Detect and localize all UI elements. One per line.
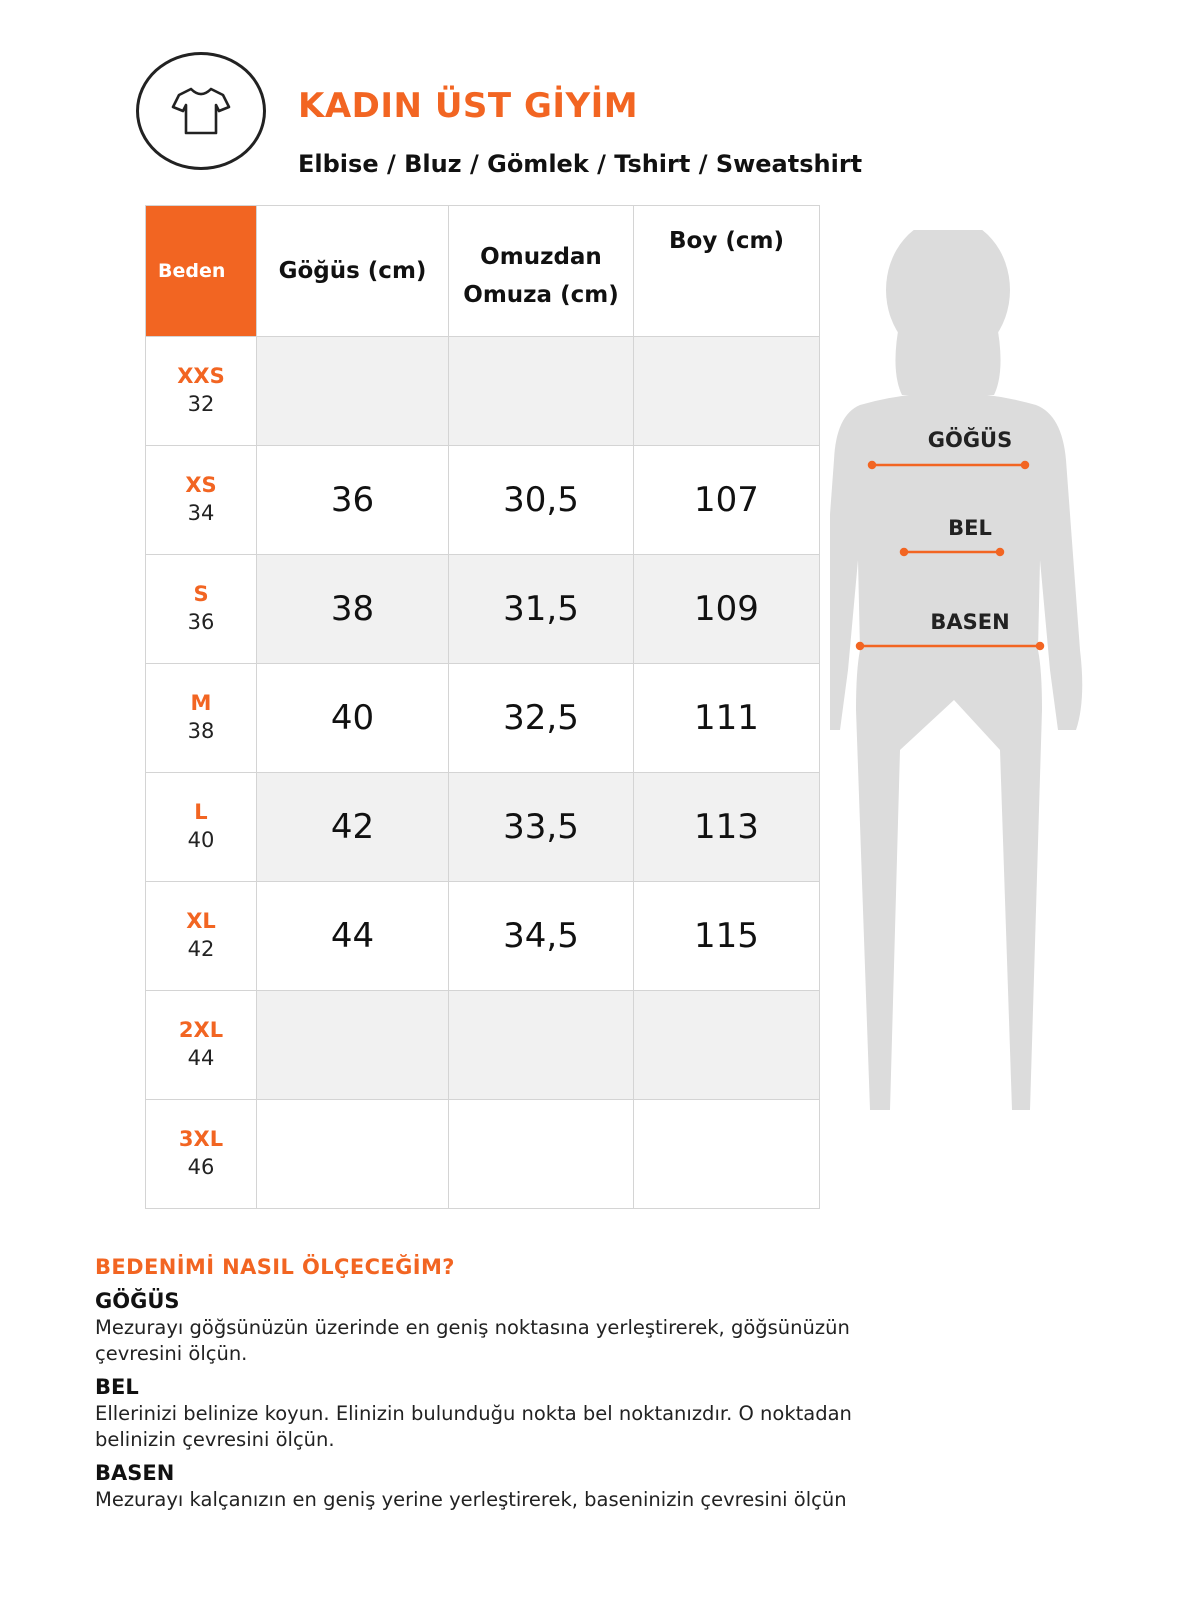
table-row [146,555,820,664]
boy-cell: 113 [634,773,820,882]
boy-cell [634,1100,820,1209]
guide-text-gogus: Mezurayı göğsünüzün üzerinde en geniş noktasına yerleştirerek, göğsünüzün çevresini ölçün. [95,1316,850,1365]
size-number: 42 [187,937,215,961]
size-number: 40 [187,828,215,852]
size-number: 44 [187,1046,215,1070]
boy-cell [634,337,820,446]
size-number: 38 [187,719,215,743]
label-gogus: GÖĞÜS [927,428,1013,452]
omuz-cell: 31,5 [449,555,634,664]
gogus-cell [257,337,449,446]
gogus-cell: 40 [257,664,449,773]
size-cell [146,1100,257,1209]
size-label: S [193,582,209,606]
header-gogus: Göğüs (cm) [257,206,449,337]
size-number: 46 [187,1155,215,1179]
table-row [146,882,820,991]
size-cell [146,555,257,664]
size-label: M [190,691,212,715]
table-row [146,1100,820,1209]
guide-heading-gogus: GÖĞÜS [95,1289,180,1313]
size-number: 32 [187,392,215,416]
table-header-row [146,206,820,337]
size-label: 2XL [178,1018,224,1042]
size-number: 34 [187,501,215,525]
size-cell [146,991,257,1100]
gogus-cell: 44 [257,882,449,991]
tshirt-icon [169,83,233,139]
header-boy: Boy (cm) [634,206,820,337]
size-label: 3XL [178,1127,224,1151]
size-cell [146,773,257,882]
silhouette-shape [830,230,1082,1110]
size-label: XS [185,473,217,497]
size-cell [146,664,257,773]
guide-title: BEDENİMİ NASIL ÖLÇECEĞİM? [95,1255,455,1279]
size-label: L [194,800,208,824]
omuz-cell: 32,5 [449,664,634,773]
size-cell [146,446,257,555]
header-beden: Beden [146,206,257,337]
omuz-cell [449,991,634,1100]
table-row [146,773,820,882]
boy-cell: 107 [634,446,820,555]
measure-guide [95,1255,935,1521]
size-label: XXS [177,364,225,388]
omuz-cell: 34,5 [449,882,634,991]
gogus-cell: 36 [257,446,449,555]
boy-cell: 115 [634,882,820,991]
guide-heading-bel: BEL [95,1375,139,1399]
gogus-cell: 42 [257,773,449,882]
omuz-cell [449,337,634,446]
guide-text-bel: Ellerinizi belinize koyun. Elinizin bulunduğu nokta bel noktanızdır. O noktadan belinizin çevresini ölçün. [95,1402,852,1451]
size-number: 36 [187,610,215,634]
table-row [146,446,820,555]
gogus-cell: 38 [257,555,449,664]
gogus-cell [257,1100,449,1209]
boy-cell [634,991,820,1100]
page-subtitle: Elbise / Bluz / Gömlek / Tshirt / Sweatshirt [298,150,863,178]
body-silhouette [830,230,1110,1150]
boy-cell: 109 [634,555,820,664]
boy-cell: 111 [634,664,820,773]
omuz-cell [449,1100,634,1209]
label-bel: BEL [948,516,992,540]
header-omuz: Omuzdan Omuza (cm) [449,206,634,337]
label-basen: BASEN [930,610,1010,634]
size-table [145,205,820,1209]
size-label: XL [186,909,216,933]
gogus-cell [257,991,449,1100]
guide-text-basen: Mezurayı kalçanızın en geniş yerine yerleştirerek, baseninizin çevresini ölçün [95,1488,847,1511]
omuz-cell: 30,5 [449,446,634,555]
size-cell [146,337,257,446]
table-row [146,337,820,446]
tshirt-logo [136,52,266,170]
page-title: KADIN ÜST GİYİM [298,86,639,126]
table-row [146,991,820,1100]
omuz-cell: 33,5 [449,773,634,882]
size-cell [146,882,257,991]
guide-heading-basen: BASEN [95,1461,175,1485]
table-row [146,664,820,773]
